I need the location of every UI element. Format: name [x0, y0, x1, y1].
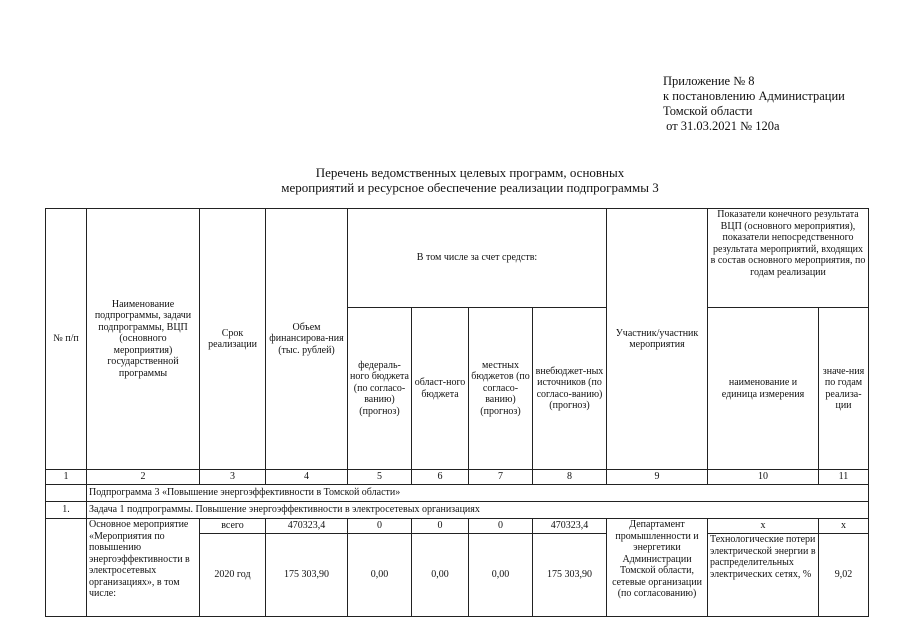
year-local: 0,00	[469, 534, 533, 617]
header-local: местных бюджетов (по согласо-ванию) (прогноз)	[469, 308, 533, 470]
activity-participant: Департамент промышленности и энергетики Администрации Томской области, сетевые организации (по согласованию)	[607, 519, 708, 617]
header-name: Наименование подпрограммы, задачи подпрограммы, ВЦП (основного мероприятия) государственной программы	[87, 209, 200, 470]
total-volume: 470323,4	[266, 519, 348, 534]
col-number: 1	[46, 470, 87, 485]
header-extra: внебюджет-ных источников (по согласо-ванию) (прогноз)	[533, 308, 607, 470]
header-indicator-value: значе-ния по годам реализа-ции	[819, 308, 869, 470]
header-indicators	[708, 209, 869, 308]
col-number: 7	[469, 470, 533, 485]
total-term: всего	[200, 519, 266, 534]
col-number: 2	[87, 470, 200, 485]
header-term: Срок реализации	[200, 209, 266, 470]
total-federal: 0	[348, 519, 412, 534]
subprogram-title: Подпрограмма 3 «Повышение энергоэффективности в Томской области»	[87, 485, 869, 502]
col-number: 6	[412, 470, 469, 485]
subprogram-row	[46, 485, 869, 502]
col-number: 10	[708, 470, 819, 485]
header-federal: федераль-ного бюджета (по согласо-ванию) (прогноз)	[348, 308, 412, 470]
task-num: 1.	[46, 502, 87, 519]
year-federal: 0,00	[348, 534, 412, 617]
document-title	[150, 165, 790, 195]
title-line-2: мероприятий и ресурсное обеспечение реализации подпрограммы 3	[281, 180, 659, 195]
subprogram-num-cell	[46, 485, 87, 502]
header-indicator-name: наименование и единица измерения	[708, 308, 819, 470]
year-indicator-value: 9,02	[819, 534, 869, 617]
year-volume: 175 303,90	[266, 534, 348, 617]
year-extra: 175 303,90	[533, 534, 607, 617]
year-term: 2020 год	[200, 534, 266, 617]
activity-num-cell	[46, 519, 87, 617]
total-regional: 0	[412, 519, 469, 534]
task-row	[46, 502, 869, 519]
header-participant: Участник/участник мероприятия	[607, 209, 708, 470]
col-number: 8	[533, 470, 607, 485]
activity-total-row	[46, 519, 869, 534]
header-indicators-text: Показатели конечного результата ВЦП (основного мероприятия), показатели непосредственного результата мероприятий, входящих в состав основного мероприятия, по годам реализации	[710, 209, 866, 278]
total-indicator-name: x	[708, 519, 819, 534]
header-regional: област-ного бюджета	[412, 308, 469, 470]
title-line-1: Перечень ведомственных целевых программ, основных	[315, 165, 625, 180]
task-title: Задача 1 подпрограммы. Повышение энергоэффективности в электросетевых организациях	[87, 502, 869, 519]
total-indicator-value: x	[819, 519, 869, 534]
appendix-block	[663, 74, 878, 134]
appendix-line-4: от 31.03.2021 № 120а	[663, 119, 780, 133]
activity-name: Основное мероприятие «Мероприятия по повышению энергоэффективности в электросетевых организациях», в том числе:	[87, 519, 200, 617]
header-volume: Объем финансирова-ния (тыс. рублей)	[266, 209, 348, 470]
col-number: 4	[266, 470, 348, 485]
appendix-line-3: Томской области	[663, 104, 753, 118]
col-number: 9	[607, 470, 708, 485]
year-indicator-name: Технологические потери электрической энергии в распределительных электрических сетях, %	[708, 534, 819, 617]
appendix-line-2: к постановлению Администрации	[663, 89, 845, 103]
col-number: 3	[200, 470, 266, 485]
col-number: 5	[348, 470, 412, 485]
header-num: № п/п	[46, 209, 87, 470]
header-including: В том числе за счет средств:	[348, 209, 607, 308]
col-number: 11	[819, 470, 869, 485]
program-table	[45, 208, 869, 617]
appendix-line-1: Приложение № 8	[663, 74, 755, 88]
total-extra: 470323,4	[533, 519, 607, 534]
column-number-row	[46, 470, 869, 485]
total-local: 0	[469, 519, 533, 534]
year-regional: 0,00	[412, 534, 469, 617]
